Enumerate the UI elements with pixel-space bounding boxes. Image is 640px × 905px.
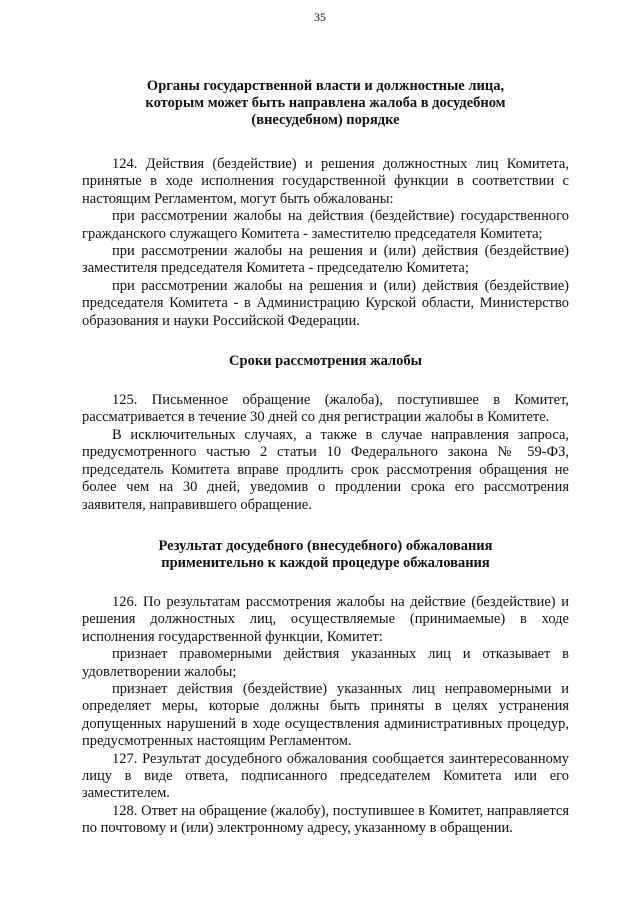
paragraph-126: 126. По результатам рассмотрения жалобы на действие (бездействие) и решения должностных лиц, осуществляемые (принимаемые) в ходе исполнения государственной функции, Комитет: bbox=[82, 593, 569, 645]
paragraph-item: при рассмотрении жалобы на действия (бездействие) государственного гражданского служащего Комитета - заместителю председателя Комитета; bbox=[82, 208, 569, 242]
heading-line: (внесудебном) порядке bbox=[251, 112, 400, 128]
document-body bbox=[82, 78, 569, 838]
heading-line: Органы государственной власти и должностные лица, bbox=[146, 78, 505, 94]
paragraph-item: В исключительных случаях, а также в случае направления запроса, предусмотренного частью 2 статьи 10 Федерального закона № 59-ФЗ, председатель Комитета вправе продлить срок рассмотрения обращения не более чем на 30 дней, уведомив о продлении срока его рассмотрения заявителя, направившего обращение. bbox=[82, 426, 569, 513]
paragraph-128: 128. Ответ на обращение (жалобу), поступившее в Комитет, направляется по почтовому и (или) электронному адресу, указанному в обращении. bbox=[82, 802, 569, 837]
section-heading bbox=[82, 538, 569, 572]
section-heading bbox=[82, 353, 569, 370]
paragraph-124: 124. Действия (бездействие) и решения должностных лиц Комитета, принятые в ходе исполнения государственной функции в соответствии с настоящим Регламентом, могут быть обжалованы: bbox=[82, 156, 569, 207]
paragraph-item: при рассмотрении жалобы на решения и (или) действия (бездействие) председателя Комитета - в Администрацию Курской области, Министерство образования и науки Российской Федерации. bbox=[82, 277, 569, 329]
paragraph-127: 127. Результат досудебного обжалования сообщается заинтересованному лицу в виде ответа, подписанного председателем Комитета или его заместителем. bbox=[82, 750, 569, 802]
paragraph-item: признает правомерными действия указанных лиц и отказывает в удовлетворении жалобы; bbox=[82, 646, 569, 680]
section-appeal-result bbox=[82, 538, 569, 838]
heading-line: которым может быть направлена жалоба в досудебном bbox=[145, 95, 506, 111]
paragraph-item: при рассмотрении жалобы на решения и (или) действия (бездействие) заместителя председателя Комитета - председателю Комитета; bbox=[82, 243, 569, 277]
section-heading bbox=[82, 78, 569, 129]
heading-line: Результат досудебного (внесудебного) обжалования bbox=[158, 537, 493, 554]
heading-line: применительно к каждой процедуре обжалования bbox=[161, 554, 490, 571]
section-review-terms bbox=[82, 353, 569, 514]
heading-line: Сроки рассмотрения жалобы bbox=[229, 353, 422, 370]
paragraph-125: 125. Письменное обращение (жалоба), поступившее в Комитет, рассматривается в течение 30 дней со дня регистрации жалобы в Комитете. bbox=[82, 392, 569, 426]
page-number: 35 bbox=[314, 10, 326, 24]
section-complaint-authorities bbox=[82, 78, 569, 330]
paragraph-item: признает действия (бездействие) указанных лиц неправомерными и определяет меры, которые должны быть приняты в целях устранения допущенных нарушений в ходе осуществления административных процедур, предусмотренных настоящим Регламентом. bbox=[82, 680, 569, 750]
